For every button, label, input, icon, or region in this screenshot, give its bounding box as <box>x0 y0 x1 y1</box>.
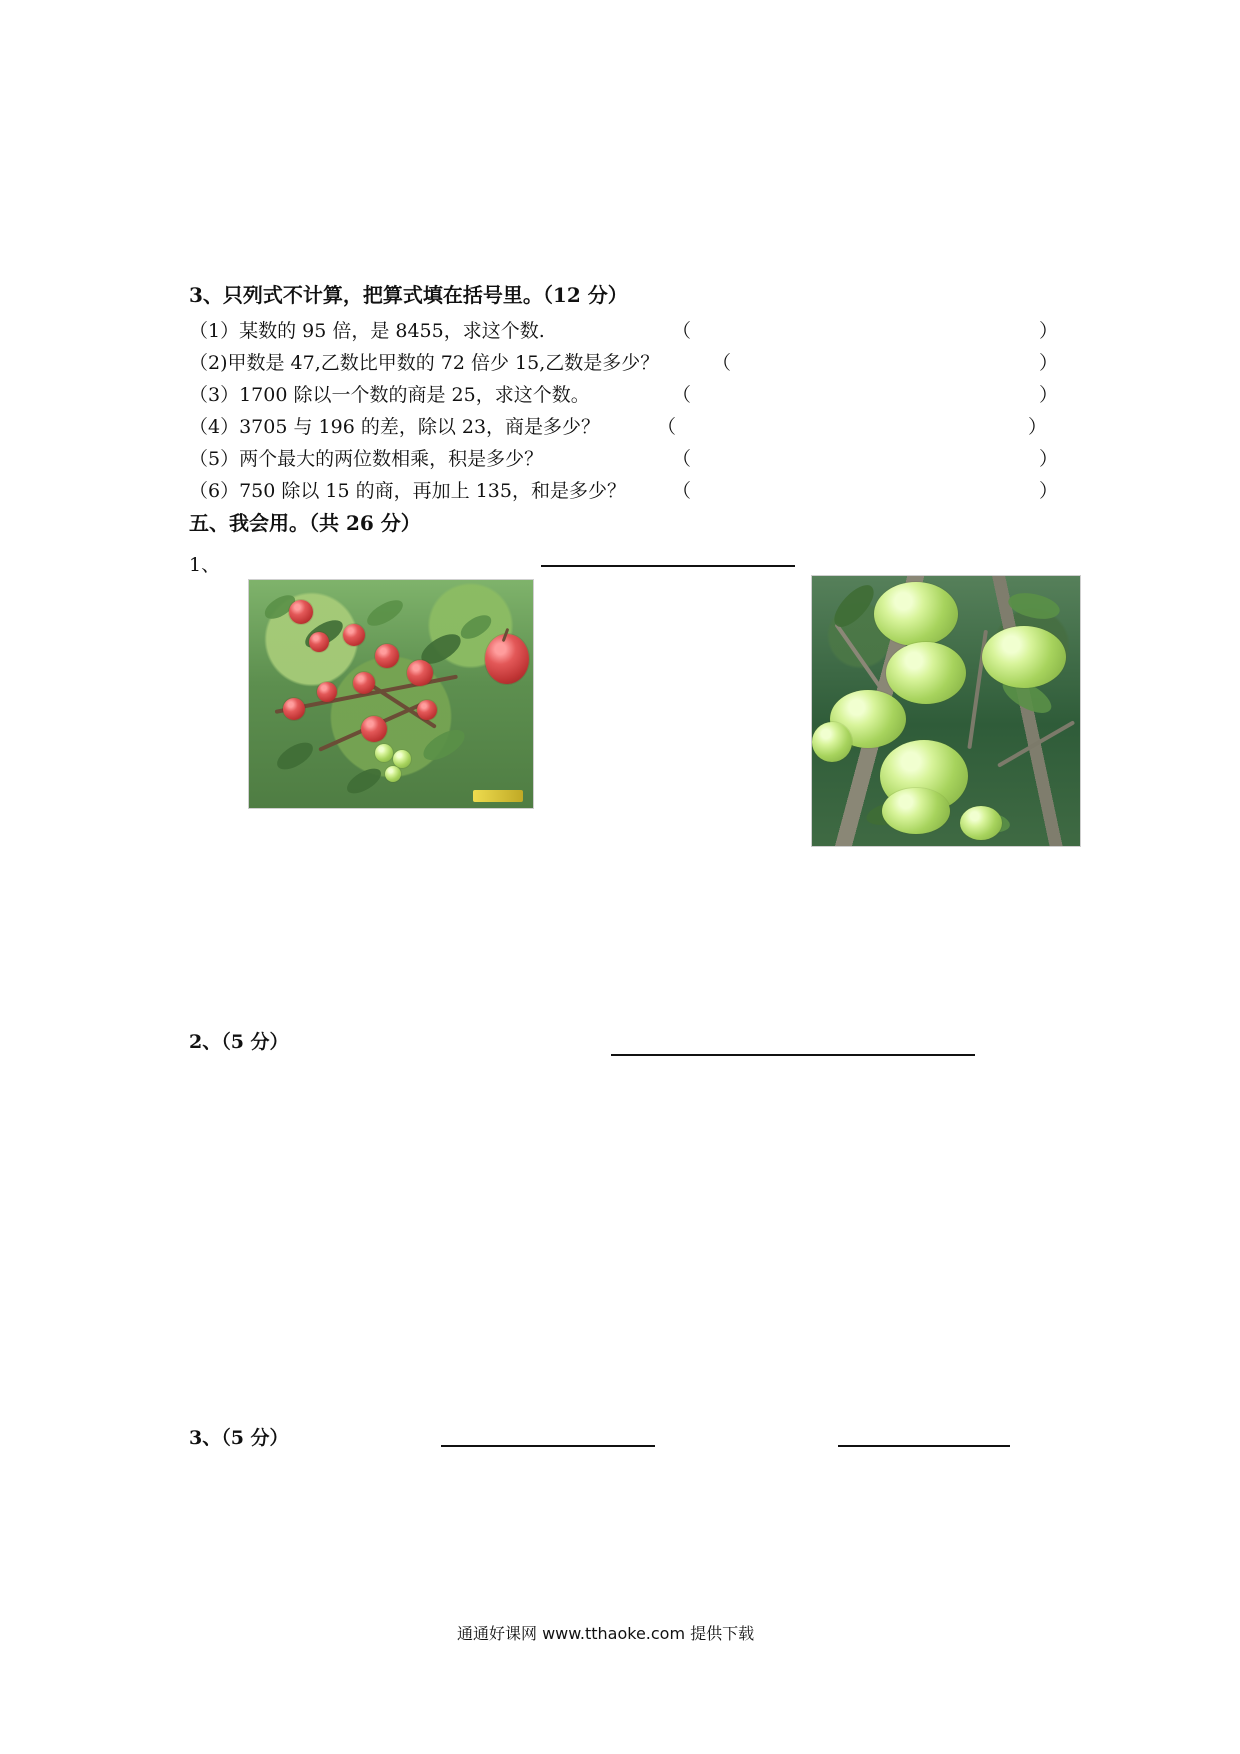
fruit-branch <box>834 623 889 699</box>
leaf <box>343 765 385 797</box>
answer-close-paren-5: ） <box>1039 448 1059 470</box>
answer-open-paren-2: （ <box>712 352 732 374</box>
answer-line-item-1 <box>541 565 795 567</box>
answer-close-paren-2: ） <box>1039 352 1059 374</box>
green-fruit <box>874 582 958 646</box>
red-apple <box>417 700 437 720</box>
red-apple <box>361 716 387 742</box>
answer-close-paren-1: ） <box>1039 320 1059 342</box>
green-apple <box>375 744 393 762</box>
image-watermark-mark <box>473 790 523 802</box>
section-5-item-2-label: 2、（5 分） <box>189 1031 289 1053</box>
footer-text: 通通好课网 www.tthaoke.com 提供下载 <box>457 1624 755 1643</box>
question-3: （3）1700 除以一个数的商是 25，求这个数。 <box>189 384 590 406</box>
leaf <box>457 612 495 643</box>
leaf <box>273 738 318 773</box>
question-2: （2)甲数是 47,乙数比甲数的 72 倍少 15,乙数是多少？ <box>189 352 660 374</box>
answer-close-paren-3: ） <box>1039 384 1059 406</box>
green-apple <box>393 750 411 768</box>
answer-open-paren-1: （ <box>672 320 692 342</box>
leaf <box>1006 587 1063 626</box>
section-3-title: 3、只列式不计算，把算式填在括号里。（12 分） <box>189 283 628 307</box>
red-apple <box>289 600 313 624</box>
red-apple <box>283 698 305 720</box>
question-5: （5）两个最大的两位数相乘，积是多少？ <box>189 448 544 470</box>
section-5-title: 五、我会用。（共 26 分） <box>189 511 421 535</box>
red-apple <box>343 624 365 646</box>
answer-line-item-3-right <box>838 1445 1010 1447</box>
green-fruit <box>812 722 852 762</box>
question-4: （4）3705 与 196 的差，除以 23，商是多少？ <box>189 416 601 438</box>
answer-close-paren-4: ） <box>1028 416 1048 438</box>
fruit-branch <box>997 720 1075 767</box>
red-apple <box>375 644 399 668</box>
leaf <box>363 596 407 629</box>
answer-close-paren-6: ） <box>1039 480 1059 502</box>
answer-open-paren-5: （ <box>672 448 692 470</box>
question-1: （1）某数的 95 倍，是 8455，求这个数. <box>189 320 545 342</box>
green-apple <box>385 766 401 782</box>
red-apples-photo <box>248 579 534 809</box>
red-apple <box>353 672 375 694</box>
green-fruit-photo <box>811 575 1081 847</box>
red-apple <box>407 660 433 686</box>
section-5-item-3-label: 3、（5 分） <box>189 1427 289 1449</box>
green-fruit <box>886 642 966 704</box>
answer-open-paren-3: （ <box>672 384 692 406</box>
answer-line-item-2 <box>611 1054 975 1056</box>
question-6: （6）750 除以 15 的商，再加上 135，和是多少？ <box>189 480 626 502</box>
leaf <box>419 725 470 764</box>
leaf <box>827 580 882 633</box>
answer-open-paren-6: （ <box>672 480 692 502</box>
red-apple <box>317 682 337 702</box>
answer-line-item-3-left <box>441 1445 655 1447</box>
green-fruit <box>982 626 1066 688</box>
red-apple <box>309 632 329 652</box>
red-apple <box>485 634 529 684</box>
green-fruit <box>960 806 1002 840</box>
answer-open-paren-4: （ <box>657 416 677 438</box>
section-5-item-1-label: 1、 <box>189 554 221 576</box>
green-fruit <box>882 788 950 834</box>
